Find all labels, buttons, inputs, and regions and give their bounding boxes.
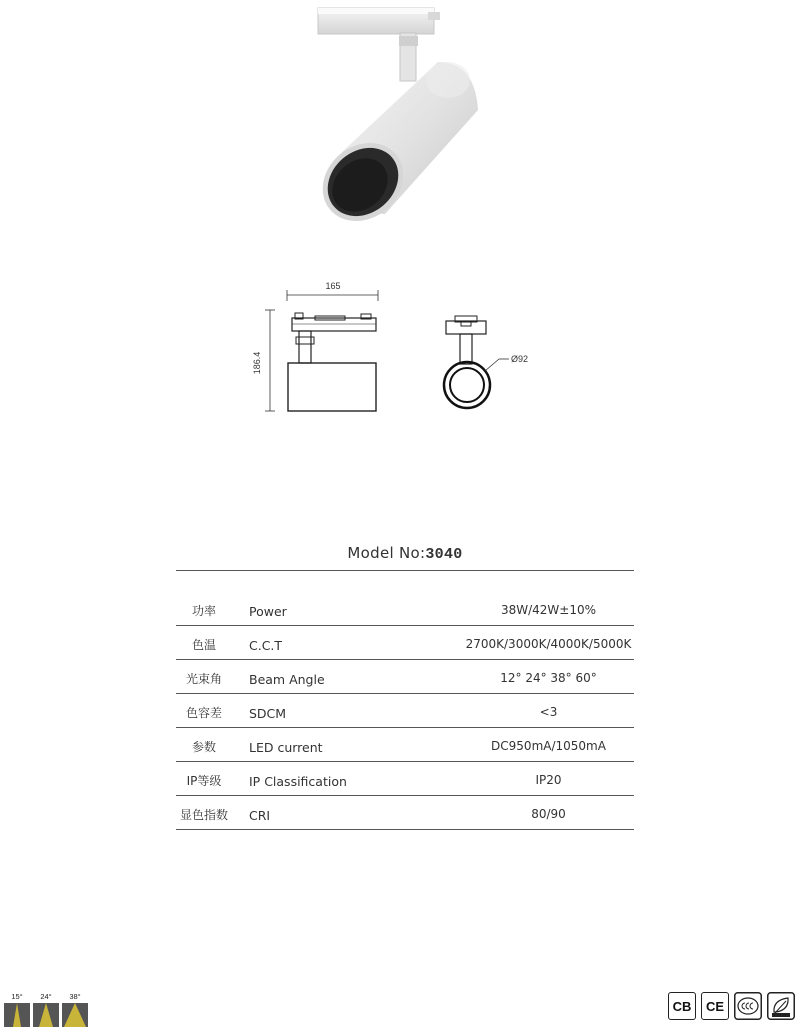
ccc-mark-icon [734,992,762,1020]
technical-drawing [245,275,545,425]
spec-value: 80/90 [531,807,566,821]
spec-row-sdcm [176,695,634,728]
diameter-dimension-label: Ø92 [511,354,529,364]
model-title [0,544,800,563]
spec-label-zh: 功率 [191,604,216,618]
model-number: 3040 [425,546,463,563]
spec-label-en: SDCM [249,706,287,721]
model-label: Model No: [347,544,426,562]
wide-beam-icon [62,1001,88,1027]
track-spotlight-illustration [300,0,500,230]
spec-label-en: LED current [249,740,323,755]
spec-row-power [176,593,634,626]
spec-label-en: Beam Angle [249,672,325,687]
beam-icon-15 [4,992,30,1028]
medium-beam-icon [33,1001,59,1027]
spec-value: 12° 24° 38° 60° [500,671,597,685]
beam-angle-icons [4,992,94,1028]
spec-label-zh: 光束角 [185,672,222,686]
spec-label-en: Power [249,604,287,619]
spec-value: 38W/42W±10% [500,603,597,617]
table-top-rule [176,570,634,571]
ce-mark [701,992,729,1020]
spec-label-en: C.C.T [249,638,283,653]
width-dimension-label: 165 [325,281,341,291]
cb-mark-label: CB [668,992,696,1020]
beam-angle-label: 15° [11,992,23,1001]
spec-row-ip-classification [176,763,634,796]
rohs-leaf-icon [767,992,795,1020]
certification-marks [668,992,798,1022]
beam-icon-38 [62,992,88,1028]
rohs-leaf-icon [767,992,795,1020]
spec-table [176,593,634,830]
spec-value: <3 [539,705,558,719]
beam-icon-24 [33,992,59,1028]
spec-label-en: CRI [249,808,271,823]
spec-label-zh: IP等级 [186,774,222,788]
spec-label-zh: 色容差 [185,706,222,720]
spec-value: DC950mA/1050mA [491,739,606,753]
product-photo [300,0,500,230]
spec-label-zh: 色温 [191,638,216,652]
ce-mark-label: CE [701,992,729,1020]
spec-value: 2700K/3000K/4000K/5000K [465,637,632,651]
spec-row-led-current [176,729,634,762]
spec-label-en: IP Classification [249,774,347,789]
spec-value: IP20 [535,773,562,787]
height-dimension-label: 186.4 [252,351,262,375]
beam-angle-label: 38° [69,992,81,1001]
beam-angle-label: 24° [40,992,52,1001]
spec-label-zh: 显色指数 [179,808,228,822]
cb-mark [668,992,696,1020]
spec-row-cri [176,797,634,830]
ccc-mark-icon [734,992,762,1020]
spec-row-cct [176,627,634,660]
narrow-beam-icon [4,1001,30,1027]
dimension-drawing [245,275,545,425]
spec-row-beam-angle [176,661,634,694]
spec-label-zh: 参数 [191,740,216,754]
